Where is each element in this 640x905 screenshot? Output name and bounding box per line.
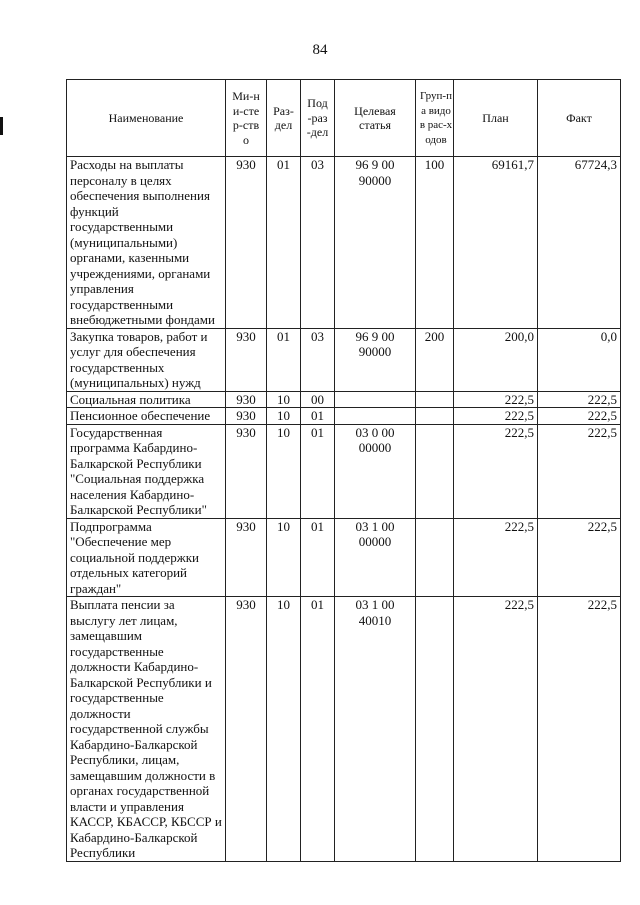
row-target (335, 391, 416, 408)
table-row (67, 328, 621, 391)
row-ministry: 930 (226, 597, 267, 862)
row-name: Пенсионное обеспечение (67, 408, 226, 425)
header-row (67, 80, 621, 157)
row-target: 03 1 00 40010 (335, 597, 416, 862)
row-section: 10 (267, 597, 301, 862)
row-section: 10 (267, 408, 301, 425)
header-section: Раз-дел (267, 80, 301, 157)
row-name: Выплата пенсии за выслугу лет лицам, замещавшим государственные должности Кабардино-Балкарской Республики и государственные должности государственной службы Кабардино-Балкарской Республики, лицам, замещавшим должности в органах государственной власти и управления КАССР, КБАССР, КБССР и Кабардино-Балкарской Республики (67, 597, 226, 862)
row-target (335, 408, 416, 425)
row-plan: 222,5 (454, 391, 538, 408)
row-subsection: 00 (301, 391, 335, 408)
row-fact: 222,5 (538, 518, 621, 597)
row-section: 10 (267, 424, 301, 518)
row-expense-group (416, 424, 454, 518)
row-ministry: 930 (226, 518, 267, 597)
row-expense-group: 100 (416, 157, 454, 329)
row-ministry: 930 (226, 424, 267, 518)
table-row (67, 157, 621, 329)
margin-mark (0, 117, 3, 135)
row-fact: 222,5 (538, 408, 621, 425)
row-ministry: 930 (226, 328, 267, 391)
table-row (67, 408, 621, 425)
row-plan: 222,5 (454, 424, 538, 518)
row-fact: 222,5 (538, 391, 621, 408)
row-subsection: 03 (301, 157, 335, 329)
row-name: Подпрограмма "Обеспечение мер социальной поддержки отдельных категорий граждан" (67, 518, 226, 597)
row-name: Социальная политика (67, 391, 226, 408)
row-ministry: 930 (226, 157, 267, 329)
row-target: 96 9 00 90000 (335, 328, 416, 391)
row-name: Расходы на выплаты персоналу в целях обеспечения выполнения функций государственными (муниципальными) органами, казенными учреждениями, органами управления государственными внебюджетными фондами (67, 157, 226, 329)
budget-table (66, 79, 621, 862)
table-row (67, 597, 621, 862)
row-subsection: 01 (301, 424, 335, 518)
row-expense-group: 200 (416, 328, 454, 391)
header-ministry: Ми-ни-стер-ство (226, 80, 267, 157)
header-expense-group: Груп-па видов рас-ходов (416, 80, 454, 157)
header-plan: План (454, 80, 538, 157)
row-fact: 222,5 (538, 597, 621, 862)
row-target: 03 0 00 00000 (335, 424, 416, 518)
row-subsection: 01 (301, 597, 335, 862)
row-fact: 0,0 (538, 328, 621, 391)
row-fact: 222,5 (538, 424, 621, 518)
header-name: Наименование (67, 80, 226, 157)
row-section: 10 (267, 518, 301, 597)
row-section: 10 (267, 391, 301, 408)
row-target: 96 9 00 90000 (335, 157, 416, 329)
page-number: 84 (312, 42, 328, 58)
row-plan: 69161,7 (454, 157, 538, 329)
row-expense-group (416, 518, 454, 597)
row-expense-group (416, 408, 454, 425)
row-ministry: 930 (226, 391, 267, 408)
row-name: Закупка товаров, работ и услуг для обеспечения государственных (муниципальных) нужд (67, 328, 226, 391)
row-expense-group (416, 391, 454, 408)
row-fact: 67724,3 (538, 157, 621, 329)
row-ministry: 930 (226, 408, 267, 425)
row-subsection: 01 (301, 518, 335, 597)
row-plan: 222,5 (454, 408, 538, 425)
row-plan: 222,5 (454, 597, 538, 862)
table-row (67, 424, 621, 518)
row-expense-group (416, 597, 454, 862)
row-target: 03 1 00 00000 (335, 518, 416, 597)
row-name: Государственная программа Кабардино-Балкарской Республики "Социальная поддержка населения Кабардино-Балкарской Республики" (67, 424, 226, 518)
row-section: 01 (267, 157, 301, 329)
row-subsection: 03 (301, 328, 335, 391)
header-target: Целевая статья (335, 80, 416, 157)
row-section: 01 (267, 328, 301, 391)
header-fact: Факт (538, 80, 621, 157)
row-subsection: 01 (301, 408, 335, 425)
header-subsection: Под-раз-дел (301, 80, 335, 157)
table-row (67, 518, 621, 597)
row-plan: 222,5 (454, 518, 538, 597)
table-row (67, 391, 621, 408)
row-plan: 200,0 (454, 328, 538, 391)
